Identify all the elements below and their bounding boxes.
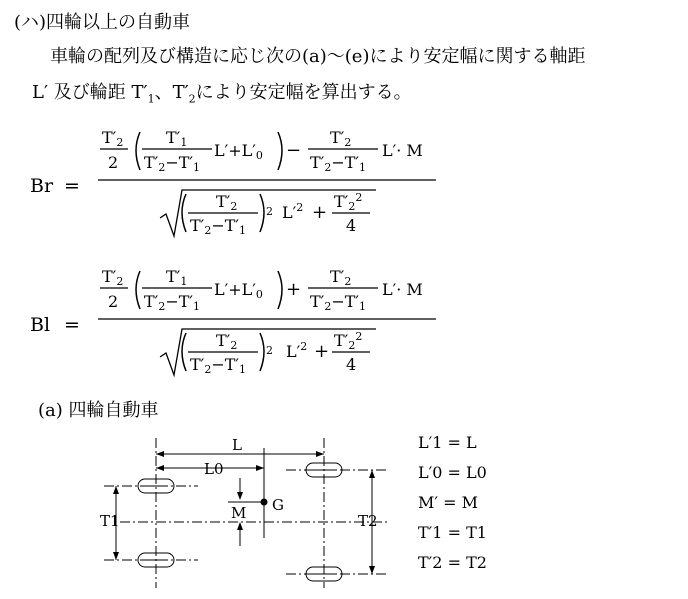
svg-text:+: + <box>312 202 328 223</box>
intro-line-2-part-c: により安定幅を算出する。 <box>195 82 412 103</box>
section-heading: (ハ)四輪以上の自動車 <box>14 12 191 33</box>
eq2-den-den: T′2−T′1 <box>190 355 247 376</box>
eq2-l2: $L'^2$ <box>286 340 308 361</box>
definition-t1: T′1 = T1 <box>418 523 487 542</box>
definition-l0: L′0 = L0 <box>418 463 487 482</box>
eq1-frac2-den: T′2−T′1 <box>310 153 367 174</box>
eq2-frac2-num: T′2 <box>330 267 352 288</box>
eq1-num-two: 2 <box>108 153 119 172</box>
svg-text:2: 2 <box>266 344 273 357</box>
eq1-den-num: T′2 <box>216 192 238 213</box>
eq1-frac2-num: T′2 <box>330 128 352 149</box>
equation-br-equals: = <box>64 175 80 197</box>
eq1-lm: L′· M <box>382 141 423 160</box>
intro-sub-1: 1 <box>147 92 155 106</box>
definition-l1: L′1 = L <box>418 433 477 452</box>
equation-bl-lhs: Bl <box>30 314 51 336</box>
eq1-frac1-num: T′1 <box>166 128 188 149</box>
eq1-num-t2: T′2 <box>102 128 124 149</box>
eq1-l2: $L'^2$ <box>282 201 304 222</box>
equation-bl-equals: = <box>64 314 80 336</box>
center-of-gravity-point <box>261 499 268 506</box>
intro-line-1: 車輪の配列及び構造に応じ次の(a)～(e)により安定幅に関する軸距 <box>50 46 586 67</box>
eq2-lterm: L′+L′0 <box>214 280 263 301</box>
label-T2: T2 <box>358 512 378 530</box>
equation-br-lhs: Br <box>30 175 54 197</box>
eq2-den-num: T′2 <box>216 331 238 352</box>
eq2-four: 4 <box>346 355 357 374</box>
eq1-four: 4 <box>346 216 357 235</box>
eq2-frac1-den: T′2−T′1 <box>144 292 201 313</box>
svg-text:2: 2 <box>266 205 273 218</box>
intro-sub-2: 2 <box>188 92 196 106</box>
subsection-heading: (a) 四輪自動車 <box>38 400 159 421</box>
eq1-t2sq: $T'2^2$ <box>334 191 363 213</box>
label-L0: L0 <box>204 460 224 478</box>
eq2-lm: L′· M <box>382 280 423 299</box>
eq1-inner-sign: − <box>286 140 302 161</box>
definitions-list <box>418 428 487 578</box>
label-G: G <box>272 496 284 514</box>
definition-t2: T′2 = T2 <box>418 553 487 572</box>
label-T1: T1 <box>100 512 120 530</box>
eq2-frac2-den: T′2−T′1 <box>310 292 367 313</box>
eq2-num-two: 2 <box>108 292 119 311</box>
eq2-t2sq: $T'2^2$ <box>334 330 363 352</box>
intro-line-2-part-a: L′ 及び輪距 T′ <box>32 82 148 103</box>
eq1-den-den: T′2−T′1 <box>190 216 247 237</box>
eq1-lterm: L′+L′0 <box>214 141 263 162</box>
eq2-num-t2: T′2 <box>102 267 124 288</box>
definition-m: M′ = M <box>418 493 478 512</box>
label-L: L <box>232 436 242 454</box>
svg-text:+: + <box>314 341 330 362</box>
label-M: M <box>231 504 247 522</box>
eq1-frac1-den: T′2−T′1 <box>144 153 201 174</box>
eq2-inner-sign: + <box>286 279 302 300</box>
intro-line-2-part-b: 、T′ <box>154 82 189 103</box>
eq2-frac1-num: T′1 <box>166 267 188 288</box>
